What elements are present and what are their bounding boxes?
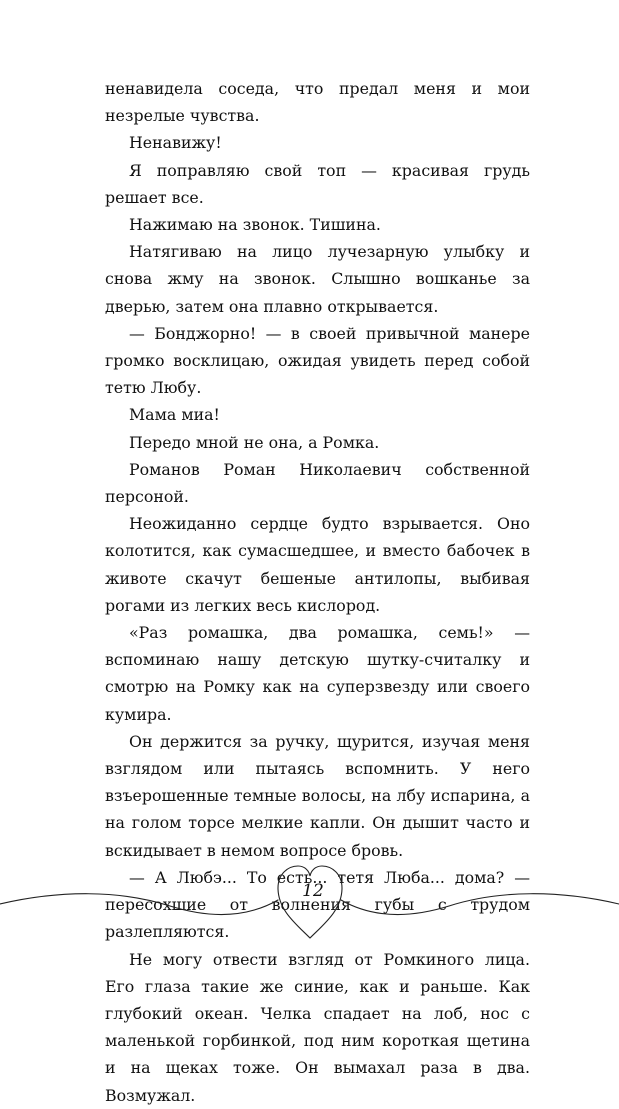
paragraph: Я поправляю свой топ — красивая грудь решает все. xyxy=(105,160,530,207)
body-text xyxy=(105,75,530,1109)
paragraph: Натягиваю на лицо лучезарную улыбку и снова жму на звонок. Слышно вошканье за дверью, затем она плавно открывается. xyxy=(105,242,530,316)
paragraph: Он держится за ручку, щурится, изучая меня взглядом или пытаясь вспомнить. У него взъерошенные темные волосы, на лбу испарина, а на голом торсе мелкие капли. Он дышит часто и вскидывает в немом вопросе бровь. xyxy=(105,731,530,860)
paragraph: Не могу отвести взгляд от Ромкиного лица. Его глаза такие же синие, как и раньше. Как глубокий океан. Челка спадает на лоб, нос с маленькой горбинкой, под ним короткая щетина и на щеках тоже. Он вымахал раза в два. Возмужал. xyxy=(105,949,530,1105)
paragraph: Мама миа! xyxy=(129,405,220,425)
paragraph: Нажимаю на звонок. Тишина. xyxy=(129,215,381,235)
paragraph: Романов Роман Николаевич собственной персоной. xyxy=(105,459,530,507)
paragraph: Передо мной не она, а Ромка. xyxy=(129,432,380,452)
page-number: 12 xyxy=(302,881,324,901)
paragraph: — А Любэ... То есть... тетя Люба... дома? — пересохшие от волнения губы с трудом разлепляются. xyxy=(105,867,530,942)
paragraph: Неожиданно сердце будто взрывается. Оно колотится, как сумасшедшее, и вместо бабочек в животе скачут бешеные антилопы, выбивая рогами из легких весь кислород. xyxy=(105,514,530,615)
right-wave-line xyxy=(341,894,619,915)
paragraph: — Бонджорно! — в своей привычной манере громко восклицаю, ожидая увидеть перед собой тетю Любу. xyxy=(105,323,530,398)
paragraph: ненавидела соседа, что предал меня и мои незрелые чувства. xyxy=(105,79,530,126)
paragraph: Ненавижу! xyxy=(129,133,222,153)
paragraph: «Раз ромашка, два ромашка, семь!» — вспоминаю нашу детскую шутку-считалку и смотрю на Ромку как на суперзвезду или своего кумира. xyxy=(105,623,530,724)
heart-icon xyxy=(278,866,342,938)
left-wave-line xyxy=(0,894,278,915)
